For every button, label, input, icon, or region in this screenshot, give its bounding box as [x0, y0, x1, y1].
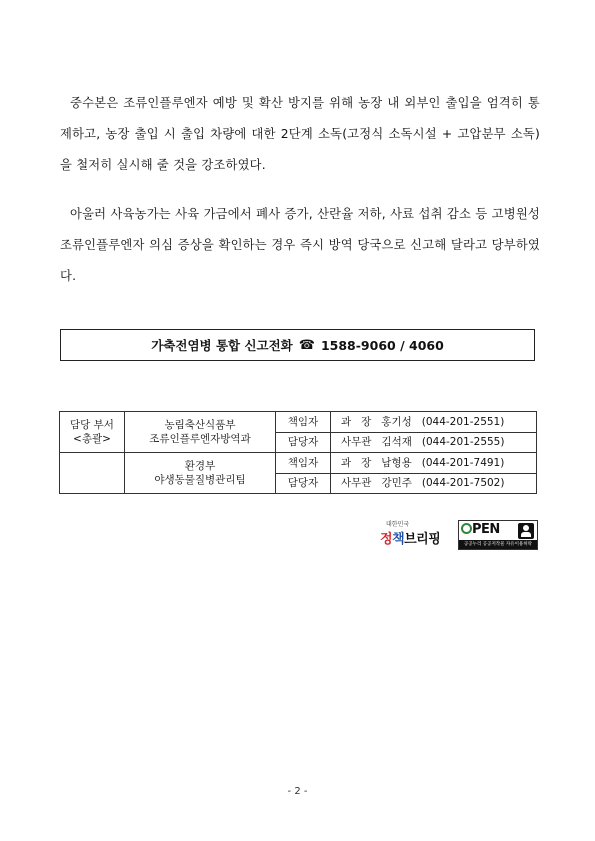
contact-info-cell: 과 장 남형용 (044-201-7491): [331, 453, 537, 474]
open-logo-strip: 공공누리 공공저작물 자유이용허락: [459, 540, 537, 549]
open-o-icon: [461, 523, 472, 534]
hotline-label: 가축전염병 통합 신고전화: [151, 338, 293, 353]
briefing-logo-c: 브리핑: [404, 532, 441, 547]
attribution-person-icon: [518, 523, 534, 539]
kogl-open-logo: [458, 520, 538, 550]
role-cell: 책임자: [276, 412, 331, 433]
briefing-logo-text: [380, 528, 440, 547]
briefing-logo-a: 정: [380, 532, 393, 547]
hotline-box: [60, 329, 535, 361]
contact-info-cell: 사무관 강민주 (044-201-7502): [331, 473, 537, 494]
open-word-text: PEN: [472, 522, 500, 537]
dept-header-cell: [60, 412, 125, 453]
briefing-logo-small: 대한민국: [386, 521, 410, 528]
contact-info-cell: 사무관 김석재 (044-201-2555): [331, 432, 537, 453]
page-number: - 2 -: [287, 786, 308, 797]
org-cell: [125, 412, 276, 453]
paragraph-1: 중수본은 조류인플루엔자 예방 및 확산 방지를 위해 농장 내 외부인 출입을 엄격히 통제하고, 농장 출입 시 출입 차량에 대한 2단계 소독(고정식 소독시설 + 고압분무 소독)을 철저히 실시해 줄 것을 강조하였다.: [60, 96, 540, 172]
role-cell: 책임자: [276, 453, 331, 474]
dept-empty-cell: [60, 453, 125, 494]
table-row: [60, 412, 537, 433]
role-cell: 담당자: [276, 473, 331, 494]
policy-briefing-logo: [378, 515, 456, 555]
phone-icon: ☎: [298, 337, 315, 353]
dept-header: 담당 부서: [70, 418, 114, 431]
paragraph-2: 아울러 사육농가는 사육 가금에서 폐사 증가, 산란율 저하, 사료 섭취 감소 등 고병원성 조류인플루엔자 의심 증상을 확인하는 경우 즉시 방역 당국으로 신고해 달라고 당부하였다.: [60, 207, 541, 283]
org-ministry: 농림축산식품부: [164, 418, 236, 431]
org-ministry: 환경부: [184, 459, 216, 472]
contact-table: [59, 411, 537, 494]
hotline-number: 1588-9060 / 4060: [320, 337, 444, 353]
logo-area: [378, 515, 538, 555]
contact-info-cell: 과 장 홍기성 (044-201-2551): [331, 412, 537, 433]
org-division: 야생동물질병관리팀: [154, 474, 246, 486]
org-division: 조류인플루엔자방역과: [149, 433, 251, 445]
role-cell: 담당자: [276, 432, 331, 453]
open-word: [461, 522, 500, 537]
table-row: [60, 453, 537, 474]
briefing-logo-b: 책: [392, 532, 405, 547]
dept-sub: <총괄>: [73, 433, 111, 445]
org-cell: [125, 453, 276, 494]
